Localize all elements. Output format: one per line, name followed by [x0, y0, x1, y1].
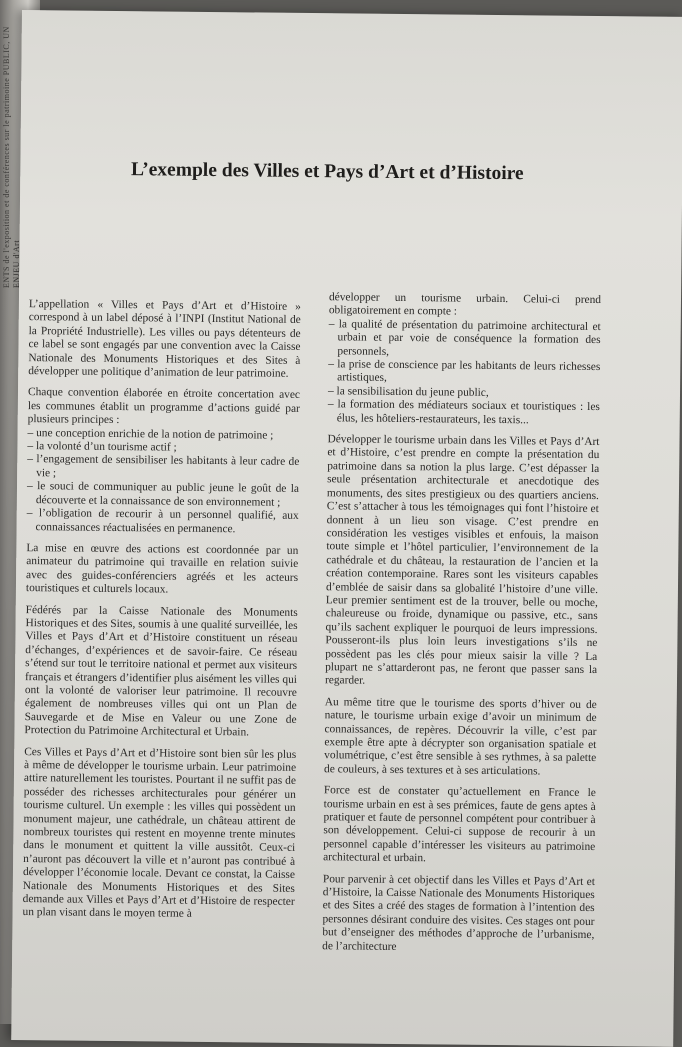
implementation-paragraph: La mise en œuvre des actions est coordonnée par un animateur du patrimoine qui travaille en relation suivie avec des guides-conférenciers agréés et les acteurs touristiques et culturels locaux. [25, 541, 299, 596]
previous-page-text: ENTS de l'exposition et de conférences sur le patrimoine PUBLIC, UN ENJEU d'Art [2, 26, 21, 288]
criteria-list [328, 318, 601, 428]
page-title: L’exemple des Villes et Pays d’Art et d’Histoire [130, 159, 524, 185]
principles-list [27, 427, 300, 537]
training-paragraph: Pour parvenir à cet objectif dans les Villes et Pays d’Art et d’Histoire, la Caisse Nationale des Monuments Historiques et des Sites a créé des stages de formation à l’intention des personnes désirant conduire des visites. Ces stages ont pour but d’enseigner des méthodes d’approche de l’urbanisme, de l’architecture [322, 872, 595, 953]
right-column [322, 291, 601, 964]
urban-tourism-paragraph: Développer le tourisme urbain dans les Villes et Pays d’Art et d’Histoire, c’est prendre en compte la présentation du patrimoine dans sa notion la plus large. C’est dépasser la seule présentation architecturale et anecdotique des monuments, des sites prestigieux ou des quartiers anciens. C’est s’attacher à tous les témoignages qui font l’histoire et donnent à un lieu son visage. C’est prendre en considération les vestiges visibles et enfouis, la maison toute simple et l’hôtel particulier, l’environnement de la cathédrale et du château, la restauration de l’ancien et la création contemporaine. Rares sont les visiteurs capables d’emblée de saisir dans sa globalité l’histoire d’une ville. Leur premier sentiment est de la trouver, belle ou moche, chaleureuse ou froide, dynamique ou passive, etc., sans qu’ils sachent expliquer le pourquoi de leurs impressions. Pousseront-ils plus loin leurs investigations s’ils ne possèdent pas les clés pour mieux saisir la ville ? La plupart ne s’attarderont pas, ne feront que passer sans la regarder. [324, 433, 600, 688]
list-item: – une conception enrichie de la notion de patrimoine ; [27, 427, 299, 443]
continuation-paragraph: développer un tourisme urbain. Celui-ci prend obligatoirement en compte : [328, 291, 602, 318]
list-item: – la volonté d’un tourisme actif ; [27, 440, 299, 456]
left-column [22, 298, 301, 931]
list-item: – l’obligation de recourir à un personnel qualifié, aux connaissances réactualisées en permanence. [27, 507, 299, 537]
tourism-paragraph: Ces Villes et Pays d’Art et d’Histoire sont bien sûr les plus à même de développer le tourisme urbain. Leur patrimoine attire naturellement les touristes. Pourtant il ne suffit pas de posséder des richesses architecturales pour générer un tourisme culturel. Un exemple : les villes qui possèdent un monument majeur, une cathédrale, un château attirent de nombreux touristes qui restent en moyenne trente minutes dans le monument et quittent la ville aussitôt. Ceux-ci n’auront pas découvert la ville et n’auront pas contribué à développer l’économie locale. Devant ce constat, la Caisse Nationale des Monuments Historiques et des Sites demande aux Villes et Pays d’Art et d’Histoire de respecter un plan visant dans le moyen terme à [22, 745, 297, 921]
list-item: – la formation des médiateurs sociaux et touristiques : les élus, les hôteliers-restaurateurs, les taxis... [328, 398, 600, 428]
list-item: – la qualité de présentation du patrimoine architectural et urbain et par voie de conséquence la formation des personnels, [328, 318, 600, 361]
list-item: – la prise de conscience par les habitants de leurs richesses artistiques, [328, 358, 600, 388]
convention-paragraph: Chaque convention élaborée en étroite concertation avec les communes établit un programme d’actions guidé par plusieurs principes : [27, 386, 301, 427]
france-paragraph: Force est de constater qu’actuellement en France le tourisme urbain en est à ses prémices, faute de gens aptes à pratiquer et faute de personnel compétent pour contribuer à son développement. Celui-ci suppose de recourir à un personnel capable d’intéresser les visiteurs au patrimoine architectural et urbain. [323, 784, 596, 865]
list-item: – l’engagement de sensibiliser les habitants à leur cadre de vie ; [27, 454, 299, 484]
list-item: – la sensibilisation du jeune public, [328, 385, 600, 401]
list-item: – le souci de communiquer au public jeune le goût de la découverte et la connaissance de son environnement ; [27, 480, 299, 510]
intro-paragraph: L’appellation « Villes et Pays d’Art et d’Histoire » correspond à un label déposé à l’INPI (Institut National de la Propriété Industrielle). Les villes ou pays détenteurs de ce label se sont engagés par une convention avec la Caisse Nationale des Monuments Historiques et des Sites à développer une politique d’animation de leur patrimoine. [28, 298, 301, 380]
knowledge-paragraph: Au même titre que le tourisme des sports d’hiver ou de nature, le tourisme urbain exige d’avoir un minimum de connaissances, de repères. Découvrir la ville, c’est par exemple être apte à décrypter son organisation spatiale et volumétrique, c’est être sensible à ses rythmes, à sa palette de couleurs, à ses textures et à ses articulations. [324, 695, 597, 778]
book-page [11, 10, 682, 1047]
network-paragraph: Fédérés par la Caisse Nationale des Monuments Historiques et des Sites, soumis à une qualité surveillée, les Villes et Pays d’Art et d’Histoire constituent un réseau d’échanges, d’expériences et de savoir-faire. Ce réseau s’étend sur tout le territoire national et permet aux visiteurs français et étrangers d’identifier plus aisément les villes qui ont la volonté de valoriser leur patrimoine. Il recouvre également de nombreuses villes qui ont un Plan de Sauvegarde et de Mise en Valeur ou une Zone de Protection du Patrimoine Architectural et Urbain. [24, 603, 298, 739]
